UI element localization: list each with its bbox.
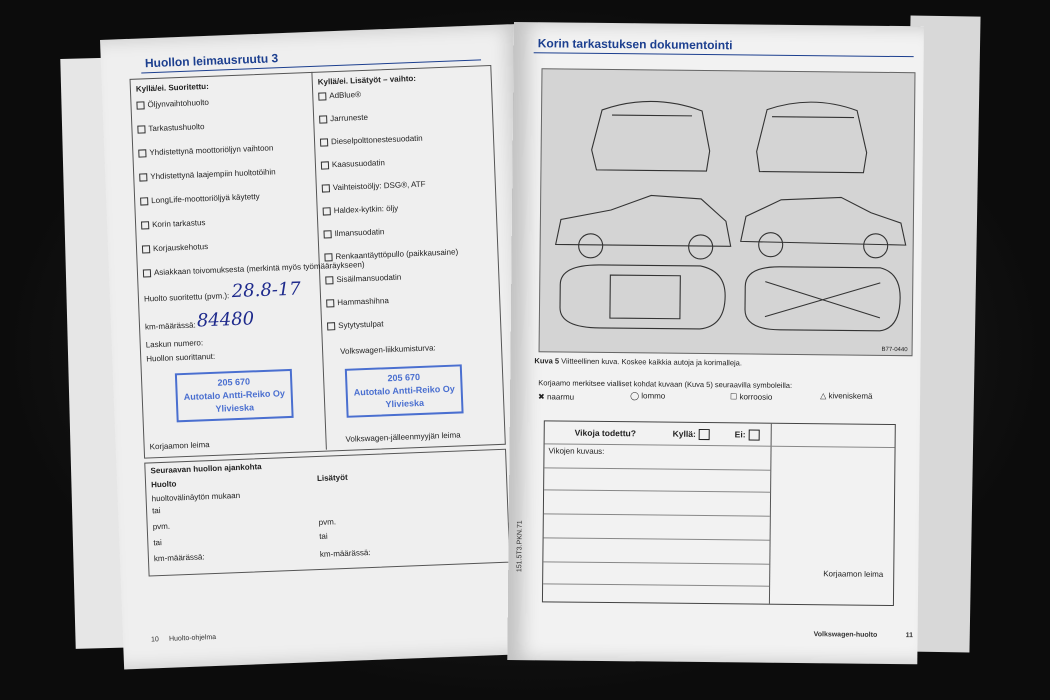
checklist-label: Vaihteistoöljy: DSG®, ATF — [332, 179, 426, 193]
next-service-title: Seuraavan huollon ajankohta — [150, 462, 262, 476]
workshop-stamp-label: Korjaamon leima — [823, 569, 884, 579]
stamp-line: Ylivieska — [215, 402, 255, 414]
checkbox[interactable] — [141, 221, 149, 229]
next-extra-line: pvm. — [318, 517, 337, 527]
checkbox[interactable] — [321, 161, 329, 169]
checkbox[interactable] — [136, 101, 144, 109]
wheel — [579, 234, 603, 258]
defects-description-label: Vikojen kuvaus: — [548, 446, 605, 456]
stamp-line: 205 670 — [387, 371, 421, 384]
right-page-number: 11 — [905, 632, 914, 640]
checklist-label: Jarruneste — [330, 112, 369, 124]
right-page — [507, 22, 924, 664]
checkbox[interactable] — [322, 184, 330, 192]
figure-caption-text: Viitteellinen kuva. Koskee kaikkia autoja ja korimalleja. — [561, 356, 742, 368]
checkbox[interactable] — [139, 173, 147, 181]
car-rear-view — [591, 101, 710, 171]
defects-divider — [769, 424, 772, 604]
left-col-header: Kyllä/ei. Suoritettu: — [135, 81, 209, 94]
checklist-label: Sytytystulpat — [337, 319, 384, 331]
right-col-header: Kyllä/ei. Lisätyöt – vaihto: — [317, 73, 417, 87]
left-page-title: Huollon leimausruutu 3 — [144, 51, 279, 71]
no-checkbox[interactable] — [749, 430, 760, 441]
checkbox[interactable] — [320, 138, 328, 146]
checklist-label: Öljynvaihtohuolto — [147, 97, 210, 110]
figure-label: Kuva 5 — [534, 356, 560, 366]
checklist-label: LongLife-moottoriöljyä käytetty — [151, 191, 260, 206]
title-rule — [534, 52, 914, 57]
checklist-label: Kaasusuodatin — [331, 158, 386, 170]
checklist-label: Haldex-kytkin: öljy — [333, 203, 399, 216]
left-page-number: 10 — [150, 636, 159, 644]
checkbox[interactable] — [318, 92, 326, 100]
dealer-stamp-label: Volkswagen-jälleenmyyjän leima — [345, 430, 461, 444]
left-page-footer: Huolto-ohjelma — [168, 633, 217, 643]
km-label: km-määrässä: — [144, 320, 196, 332]
next-line: tai — [153, 538, 162, 548]
car-body-diagram — [539, 68, 916, 356]
next-line: huoltovälinäytön mukaan — [151, 490, 241, 504]
checkbox[interactable] — [325, 276, 333, 284]
wheel — [864, 234, 888, 258]
yes-option[interactable] — [673, 429, 710, 441]
symbol-instruction: Korjaamo merkitsee vialliset kohdat kuvaan (Kuva 5) seuraavilla symboleilla: — [538, 378, 793, 390]
checkbox[interactable] — [327, 322, 335, 330]
stamp-line: Autotalo Antti-Reiko Oy — [353, 383, 456, 398]
workshop-stamp — [175, 369, 294, 422]
checkbox[interactable] — [140, 197, 148, 205]
checklist-label: Yhdistettynä laajempiin huoltotöihin — [150, 167, 276, 182]
no-option[interactable] — [735, 429, 760, 441]
performed-by-label: Huollon suorittanut: — [146, 351, 216, 364]
symbol-stone-chip: △ kiveniskemä — [820, 391, 873, 401]
car-outlines-svg — [540, 69, 915, 355]
description-line — [544, 513, 770, 516]
checklist-label: Korin tarkastus — [151, 218, 206, 230]
next-line: km-määrässä: — [153, 552, 205, 564]
no-label: Ei: — [734, 429, 746, 440]
checkbox[interactable] — [323, 230, 331, 238]
checklist-label: AdBlue® — [329, 90, 362, 101]
checkbox[interactable] — [326, 299, 334, 307]
stamp-line: 205 670 — [217, 376, 251, 388]
car-front-view — [756, 102, 867, 173]
checklist-label: Yhdistettynä moottoriöljyn vaihtoon — [149, 143, 274, 158]
wheel — [689, 235, 713, 259]
invoice-label: Laskun numero: — [145, 338, 204, 350]
stamp-line: Autotalo Antti-Reiko Oy — [183, 388, 286, 403]
yes-label: Kyllä: — [672, 428, 696, 439]
car-bottom-view — [745, 266, 901, 331]
description-line — [544, 537, 770, 540]
next-col-service: Huolto — [150, 479, 177, 490]
right-checklist-item — [318, 90, 361, 101]
symbol-dent: ◯ lommo — [630, 391, 666, 401]
description-line — [544, 489, 770, 492]
defects-box — [542, 420, 896, 606]
vw-assist-label: Volkswagen-liikkumisturva: — [339, 343, 436, 357]
right-checklist-item — [319, 113, 368, 124]
service-date-value: 28.8-17 — [231, 278, 302, 303]
description-line — [543, 561, 769, 564]
checkbox[interactable] — [138, 149, 146, 157]
checklist-label: Tarkastushuolto — [148, 122, 205, 134]
next-line: pvm. — [152, 521, 171, 532]
next-col-extra: Lisätyöt — [316, 472, 348, 483]
checklist-label: Dieselpolttonestesuodatin — [330, 133, 423, 147]
defects-question: Vikoja todettu? — [574, 427, 637, 439]
km-value: 84480 — [196, 308, 255, 332]
illustration-code: B77-0440 — [881, 346, 908, 354]
checklist-label: Hammashihna — [337, 296, 389, 308]
service-date-label: Huolto suoritettu (pvm.): — [143, 291, 230, 304]
car-side-left — [556, 194, 732, 246]
checkbox[interactable] — [143, 269, 151, 277]
workshop-stamp-label: Korjaamon leima — [149, 440, 210, 452]
checkbox[interactable] — [319, 115, 327, 123]
next-line: tai — [151, 506, 161, 516]
checkbox[interactable] — [323, 207, 331, 215]
figure-caption — [534, 356, 742, 367]
next-extra-line: km-määrässä: — [319, 547, 371, 559]
checkbox[interactable] — [142, 245, 150, 253]
checklist-label: Korjauskehotus — [152, 242, 209, 254]
checklist-label: Sisäilmansuodatin — [336, 272, 402, 285]
symbol-scratch: ✖ naarmu — [538, 392, 575, 402]
description-line — [544, 467, 770, 470]
car-top-view — [560, 264, 726, 329]
next-extra-line: tai — [319, 531, 328, 541]
car-side-right — [741, 196, 906, 245]
checklist-label: Renkaantäyttöpullo (paikkausaine) — [335, 247, 459, 262]
left-page — [100, 24, 544, 670]
side-code: 151.5T3.PKN.71 — [516, 520, 524, 573]
yes-checkbox[interactable] — [699, 429, 710, 440]
checklist-label: Asiakkaan toivomuksesta (merkintä myös työmääräykseen) — [153, 260, 365, 278]
checkbox[interactable] — [137, 125, 145, 133]
symbol-corrosion: ☐ korroosio — [730, 392, 773, 402]
stamp-line: Ylivieska — [385, 397, 425, 410]
wheel — [759, 233, 783, 257]
right-page-footer: Volkswagen-huolto — [813, 631, 878, 639]
description-line — [543, 583, 769, 586]
checkbox[interactable] — [324, 253, 332, 261]
checklist-label: Ilmansuodatin — [334, 227, 385, 239]
right-page-title: Korin tarkastuksen dokumentointi — [537, 36, 733, 53]
dealer-stamp — [345, 364, 464, 417]
